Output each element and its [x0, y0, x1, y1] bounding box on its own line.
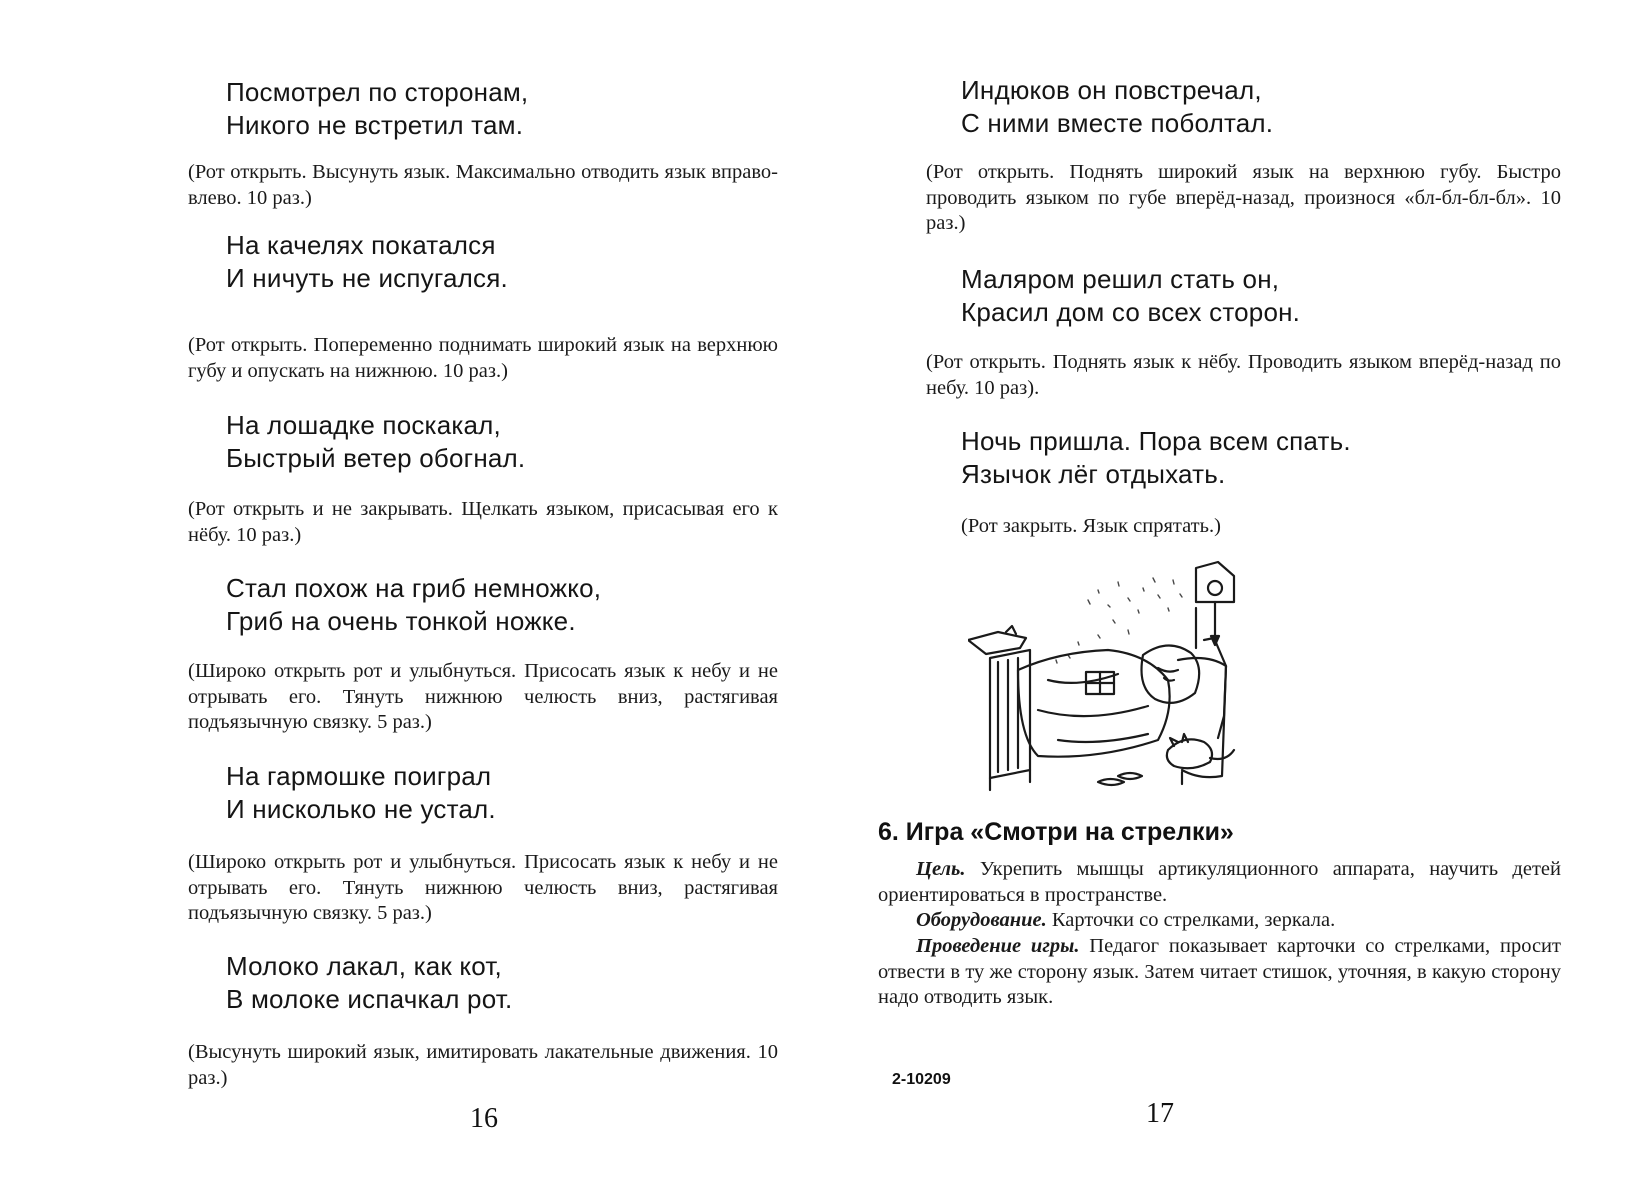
verse-line: Индюков он повстречал, — [961, 75, 1262, 105]
procedure-text: Педагог показывает карточки со стрелками, просит отвести в ту же сторону язык. Затем читает стишок, уточняя, в какую сторону надо отводить язык. — [878, 935, 1561, 1008]
verse-line: Красил дом со всех сторон. — [961, 297, 1301, 327]
page-number: 17 — [1146, 1098, 1174, 1129]
verse-line: На лошадке поскакал, — [226, 410, 501, 440]
instruction-6: (Высунуть широкий язык, имитировать лакательные движения. 10 раз.) — [188, 1041, 778, 1089]
verse-line: Маляром решил стать он, — [961, 264, 1280, 294]
verse-line: Ночь пришла. Пора всем спать. — [961, 426, 1351, 456]
goal-text: Укрепить мышцы артикуляционного аппарата, научить детей ориентироваться в пространстве. — [878, 858, 1561, 906]
verse-line: В молоке испачкал рот. — [226, 984, 513, 1014]
right-page — [820, 0, 1641, 1193]
instruction-9: (Рот закрыть. Язык спрятать.) — [961, 515, 1221, 537]
goal-paragraph — [878, 857, 1561, 908]
print-code: 2-10209 — [892, 1071, 951, 1088]
procedure-label: Проведение игры. — [916, 935, 1080, 957]
goal-label: Цель. — [916, 858, 966, 880]
verse-4 — [226, 572, 778, 638]
instruction-3: (Рот открыть и не закрывать. Щелкать языком, присасывая его к нёбу. 10 раз.) — [188, 498, 778, 546]
verse-line: На гармошке поиграл — [226, 761, 492, 791]
verse-line: Гриб на очень тонкой ножке. — [226, 606, 576, 636]
verse-line: Посмотрел по сторонам, — [226, 77, 529, 107]
verse-line: И ничуть не испугался. — [226, 263, 508, 293]
verse-3 — [226, 409, 778, 475]
verse-2 — [226, 229, 778, 295]
verse-line: С ними вместе поболтал. — [961, 108, 1274, 138]
instruction-1: (Рот открыть. Высунуть язык. Максимально отводить язык вправо-влево. 10 раз.) — [188, 161, 778, 209]
section-title: 6. Игра «Смотри на стрелки» — [878, 818, 1234, 846]
verse-line: Молоко лакал, как кот, — [226, 951, 502, 981]
verse-line: Язычок лёг отдыхать. — [961, 459, 1226, 489]
verse-8 — [961, 263, 1561, 329]
left-page — [0, 0, 820, 1193]
verse-line: На качелях покатался — [226, 230, 496, 260]
verse-9 — [961, 425, 1561, 491]
verse-1 — [226, 76, 778, 142]
instruction-8: (Рот открыть. Поднять язык к нёбу. Проводить языком вперёд-назад по небу. 10 раз). — [926, 351, 1561, 399]
verse-line: Никого не встретил там. — [226, 110, 524, 140]
sleeping-child-illustration — [968, 560, 1258, 800]
verse-line: И нисколько не устал. — [226, 794, 496, 824]
verse-line: Стал похож на гриб немножко, — [226, 573, 602, 603]
verse-7 — [961, 74, 1561, 140]
equipment-text: Карточки со стрелками, зеркала. — [1046, 909, 1336, 931]
instruction-4: (Широко открыть рот и улыбнуться. Присосать язык к небу и не отрывать его. Тянуть нижнюю челюсть вниз, растягивая подъязычную связку. 5 раз.) — [188, 660, 778, 733]
verse-line: Быстрый ветер обогнал. — [226, 443, 526, 473]
verse-5 — [226, 760, 778, 826]
equipment-paragraph — [878, 908, 1561, 934]
equipment-label: Оборудование. — [916, 909, 1047, 931]
instruction-2: (Рот открыть. Попеременно поднимать широкий язык на верхнюю губу и опускать на нижнюю. 10 раз.) — [188, 334, 778, 382]
instruction-7: (Рот открыть. Поднять широкий язык на верхнюю губу. Быстро проводить языком по губе вперёд-назад, произнося «бл-бл-бл-бл». 10 раз.) — [926, 161, 1561, 234]
instruction-5: (Широко открыть рот и улыбнуться. Присосать язык к небу и не отрывать его. Тянуть нижнюю челюсть вниз, растягивая подъязычную связку. 5 раз.) — [188, 851, 778, 924]
verse-6 — [226, 950, 778, 1016]
procedure-paragraph — [878, 934, 1561, 1011]
page-number: 16 — [470, 1103, 498, 1134]
